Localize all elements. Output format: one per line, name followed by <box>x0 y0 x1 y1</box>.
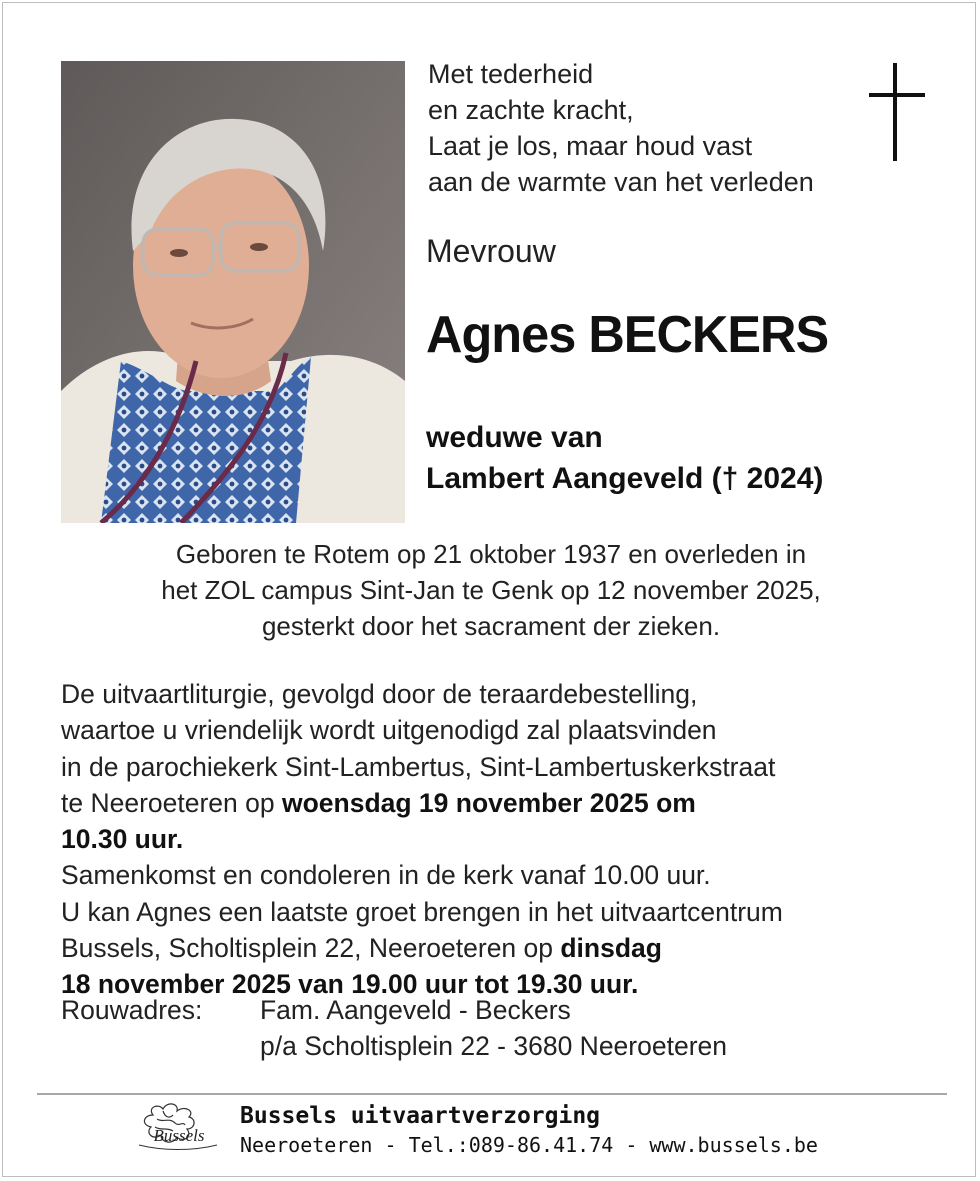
funeral-line: U kan Agnes een laatste groet brengen in het uitvaartcentrum <box>61 896 783 927</box>
funeral-line: in de parochiekerk Sint-Lambertus, Sint-Lambertuskerkstraat <box>61 751 776 782</box>
visitation-time: 18 november 2025 van 19.00 uur tot 19.30 uur. <box>61 969 639 1000</box>
birth-death-line: gesterkt door het sacrament der zieken. <box>261 611 721 641</box>
poem <box>428 56 814 200</box>
deceased-name: Agnes BECKERS <box>426 306 829 364</box>
obituary-card <box>2 2 976 1177</box>
widow-info <box>426 417 823 499</box>
address-line: p/a Scholtisplein 22 - 3680 Neeroeteren <box>260 1031 727 1062</box>
funeral-line <box>61 930 961 966</box>
mourning-address-value <box>260 992 727 1065</box>
footer-divider <box>37 1093 947 1095</box>
cross-icon <box>865 63 927 163</box>
funeral-details <box>61 676 961 1003</box>
funeral-line: De uitvaartliturgie, gevolgd door de teraardebestelling, <box>61 679 698 709</box>
poem-line: en zachte kracht, <box>428 95 634 125</box>
funeral-text: te Neeroeteren op <box>61 787 282 818</box>
funeral-time: 10.30 uur. <box>61 824 184 855</box>
funeral-home-name: Bussels uitvaartverzorging <box>240 1103 601 1129</box>
birth-death-line: het ZOL campus Sint-Jan te Genk op 12 november 2025, <box>161 575 821 605</box>
widow-line: weduwe van <box>426 421 603 454</box>
funeral-line <box>61 785 961 821</box>
poem-line: Met tederheid <box>428 59 594 89</box>
poem-line: aan de warmte van het verleden <box>428 167 814 197</box>
birth-death-info <box>3 536 976 644</box>
funeral-date: woensdag 19 november 2025 om <box>281 787 696 818</box>
portrait-photo <box>61 61 405 523</box>
funeral-line: waartoe u vriendelijk wordt uitgenodigd zal plaatsvinden <box>61 715 717 746</box>
bussels-logo <box>133 1101 223 1159</box>
footer <box>240 1101 818 1159</box>
funeral-text: Bussels, Scholtisplein 22, Neeroeteren op <box>61 933 561 964</box>
mourning-address-label: Rouwadres: <box>61 995 203 1025</box>
funeral-home-contact: Neeroeteren - Tel.:089-86.41.74 - www.bussels.be <box>240 1133 818 1157</box>
visitation-day: dinsdag <box>560 933 662 964</box>
address-line: Fam. Aangeveld - Beckers <box>260 995 571 1025</box>
funeral-line: Samenkomst en condoleren in de kerk vanaf 10.00 uur. <box>61 860 711 891</box>
spouse-name: Lambert Aangeveld († 2024) <box>426 462 824 495</box>
salutation: Mevrouw <box>426 233 556 269</box>
logo-text: Bussels <box>153 1126 205 1145</box>
funeral-line <box>61 821 961 857</box>
poem-line: Laat je los, maar houd vast <box>428 131 753 161</box>
birth-death-line: Geboren te Rotem op 21 oktober 1937 en overleden in <box>175 539 807 569</box>
